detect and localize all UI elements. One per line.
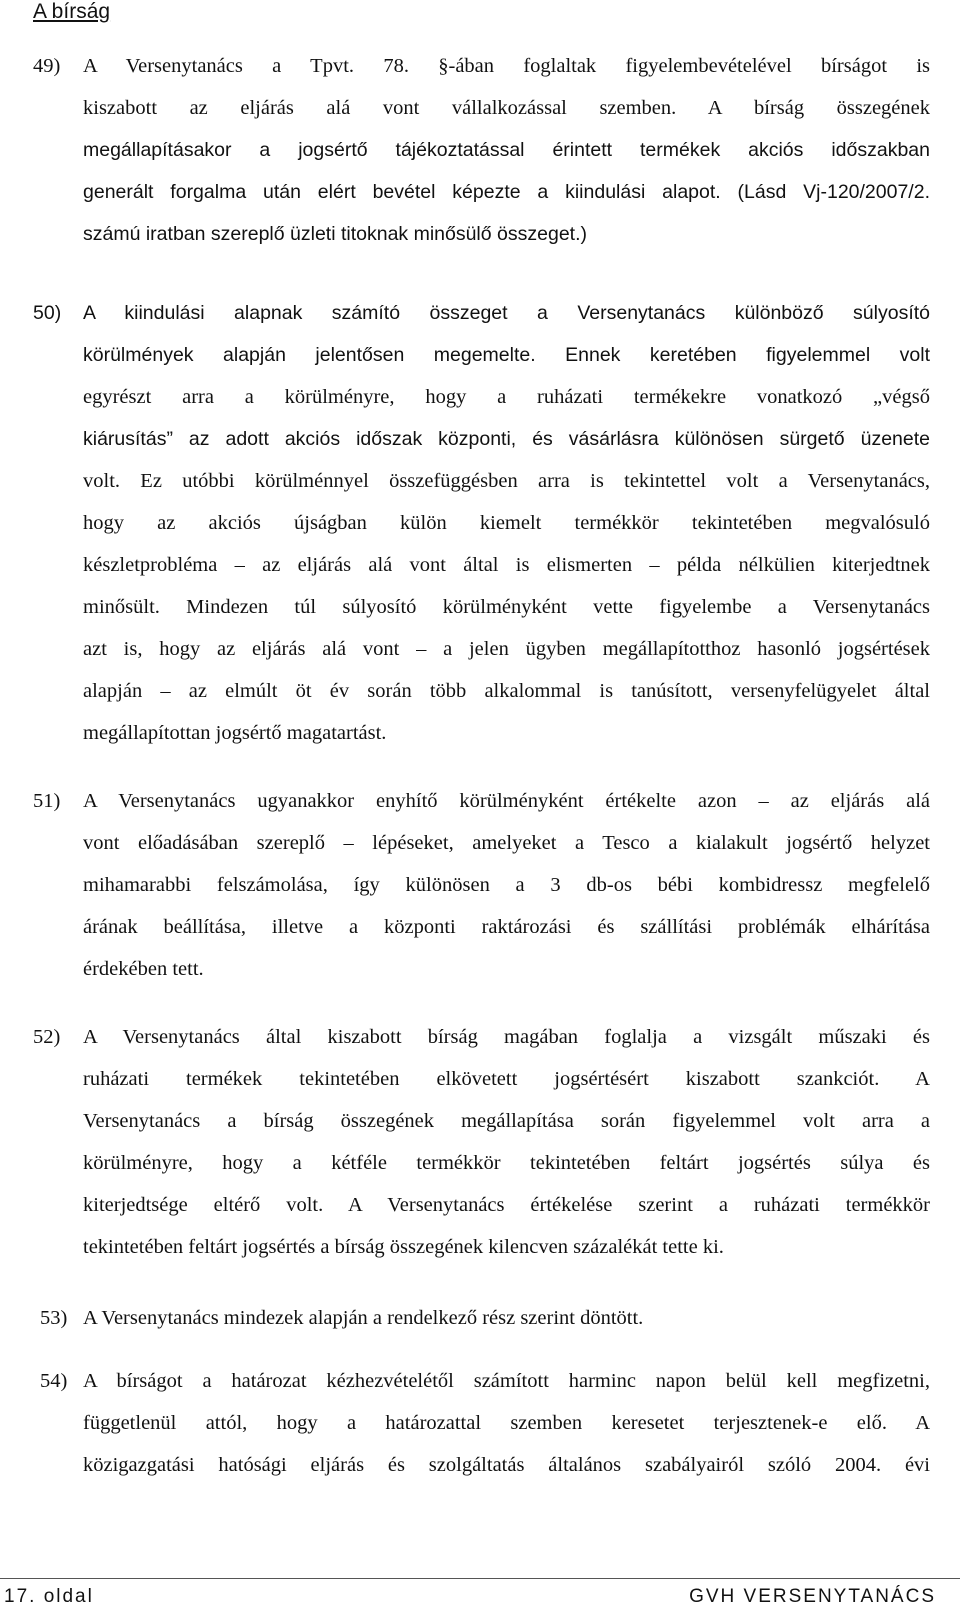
paragraph-line	[40, 1297, 930, 1339]
paragraph-line-text: megállapításakor a jogsértő tájékoztatással érintett termékek akciós időszakban	[83, 139, 930, 161]
paragraph-line-text: érdekében tett.	[83, 958, 204, 980]
paragraph-line	[33, 544, 930, 586]
footer-organization: GVH VERSENYTANÁCS	[689, 1586, 936, 1607]
section-heading: A bírság	[33, 0, 111, 23]
paragraph-line	[33, 292, 930, 334]
paragraph-line	[33, 586, 930, 628]
paragraph-line-text: vont előadásában szereplő – lépéseket, amelyeket a Tesco a kialakult jogsértő helyzet	[83, 832, 930, 854]
paragraph-line-text: kiárusítás” az adott akciós időszak központi, és vásárlásra különösen sürgető üzenete	[83, 428, 930, 450]
paragraph-51	[33, 780, 930, 990]
paragraph-line-text: A Versenytanács a Tpvt. 78. §-ában foglaltak figyelembevételével bírságot is	[83, 55, 930, 77]
paragraph-line-text: tekintetében feltárt jogsértés a bírság összegének kilencven százalékát tette ki.	[83, 1236, 724, 1258]
paragraph-number: 49)	[33, 55, 61, 77]
paragraph-line-text: megállapítottan jogsértő magatartást.	[83, 722, 387, 744]
paragraph-line-text: kiszabott az eljárás alá vont vállalkozással szemben. A bírság összegének	[83, 97, 930, 119]
paragraph-line-text: volt. Ez utóbbi körülménnyel összefüggésben arra is tekintettel volt a Versenytanács,	[83, 470, 930, 492]
paragraph-line	[33, 628, 930, 670]
paragraph-52	[33, 1016, 930, 1268]
paragraph-49	[33, 45, 930, 255]
paragraph-line-text: azt is, hogy az eljárás alá vont – a jelen ügyben megállapítotthoz hasonló jogsértések	[83, 638, 930, 660]
paragraph-number: 50)	[33, 302, 62, 324]
paragraph-line-text: körülményre, hogy a kétféle termékkör tekintetében feltárt jogsértés súlya és	[83, 1152, 930, 1174]
paragraph-line	[33, 45, 930, 87]
paragraph-line	[33, 129, 930, 171]
paragraph-number: 51)	[33, 790, 61, 812]
paragraph-54	[40, 1360, 930, 1486]
paragraph-line-text: A Versenytanács által kiszabott bírság magában foglalja a vizsgált műszaki és	[83, 1026, 930, 1048]
paragraph-line	[33, 670, 930, 712]
paragraph-line-text: alapján – az elmúlt öt év során több alkalommal is tanúsított, versenyfelügyelet által	[83, 680, 930, 702]
paragraph-line	[33, 822, 930, 864]
paragraph-line	[33, 864, 930, 906]
paragraph-line	[33, 1142, 930, 1184]
paragraph-line-text: minősült. Mindezen túl súlyosító körülményként vette figyelembe a Versenytanács	[83, 596, 930, 618]
paragraph-line	[33, 1226, 930, 1268]
paragraph-line	[33, 334, 930, 376]
paragraph-line	[40, 1444, 930, 1486]
paragraph-number: 53)	[40, 1307, 68, 1329]
paragraph-53	[40, 1297, 930, 1339]
paragraph-line-text: árának beállítása, illetve a központi raktározási és szállítási problémák elhárítása	[83, 916, 930, 938]
paragraph-50	[33, 292, 930, 754]
page-number: 17. oldal	[4, 1586, 94, 1607]
paragraph-line-text: A bírságot a határozat kézhezvételétől számított harminc napon belül kell megfizetni,	[83, 1370, 930, 1392]
paragraph-line-text: ruházati termékek tekintetében elkövetett jogsértésért kiszabott szankciót. A	[83, 1068, 930, 1090]
paragraph-number: 54)	[40, 1370, 68, 1392]
paragraph-line	[33, 1184, 930, 1226]
paragraph-line	[33, 213, 930, 255]
paragraph-line	[33, 418, 930, 460]
paragraph-line	[33, 712, 930, 754]
paragraph-line	[33, 376, 930, 418]
paragraph-line	[40, 1402, 930, 1444]
paragraph-line-text: mihamarabbi felszámolása, így különösen a 3 db-os bébi kombidressz megfelelő	[83, 874, 930, 896]
paragraph-line	[33, 502, 930, 544]
paragraph-line	[33, 906, 930, 948]
paragraph-line	[33, 460, 930, 502]
paragraph-line	[33, 780, 930, 822]
paragraph-line	[33, 87, 930, 129]
paragraph-line	[33, 948, 930, 990]
paragraph-line-text: körülmények alapján jelentősen megemelte. Ennek keretében figyelemmel volt	[83, 344, 930, 366]
paragraph-line-text: A Versenytanács ugyanakkor enyhítő körülményként értékelte azon – az eljárás alá	[83, 790, 930, 812]
paragraph-line-text: egyrészt arra a körülményre, hogy a ruházati termékekre vonatkozó „végső	[83, 386, 930, 408]
paragraph-line-text: hogy az akciós újságban külön kiemelt termékkör tekintetében megvalósuló	[83, 512, 930, 534]
paragraph-line	[33, 171, 930, 213]
paragraph-line-text: közigazgatási hatósági eljárás és szolgáltatás általános szabályairól szóló 2004. évi	[83, 1454, 930, 1476]
paragraph-line-text: számú iratban szereplő üzleti titoknak minősülő összeget.)	[83, 223, 587, 245]
paragraph-line-text: készletprobléma – az eljárás alá vont által is elismerten – példa nélkülien kiterjedtnek	[83, 554, 930, 576]
paragraph-line-text: generált forgalma után elért bevétel képezte a kiindulási alapot. (Lásd Vj-120/2007/2.	[83, 181, 930, 203]
paragraph-number: 52)	[33, 1026, 61, 1048]
paragraph-line	[33, 1058, 930, 1100]
paragraph-line-text: Versenytanács a bírság összegének megállapítása során figyelemmel volt arra a	[83, 1110, 930, 1132]
footer-divider	[0, 1578, 960, 1579]
paragraph-line-text: függetlenül attól, hogy a határozattal szemben keresetet terjesztenek-e elő. A	[83, 1412, 930, 1434]
paragraph-line	[40, 1360, 930, 1402]
paragraph-line	[33, 1100, 930, 1142]
paragraph-line-text: A kiindulási alapnak számító összeget a Versenytanács különböző súlyosító	[83, 302, 930, 324]
paragraph-line-text: kiterjedtsége eltérő volt. A Versenytanács értékelése szerint a ruházati termékkör	[83, 1194, 930, 1216]
paragraph-line	[33, 1016, 930, 1058]
paragraph-line-text: A Versenytanács mindezek alapján a rendelkező rész szerint döntött.	[83, 1307, 644, 1329]
